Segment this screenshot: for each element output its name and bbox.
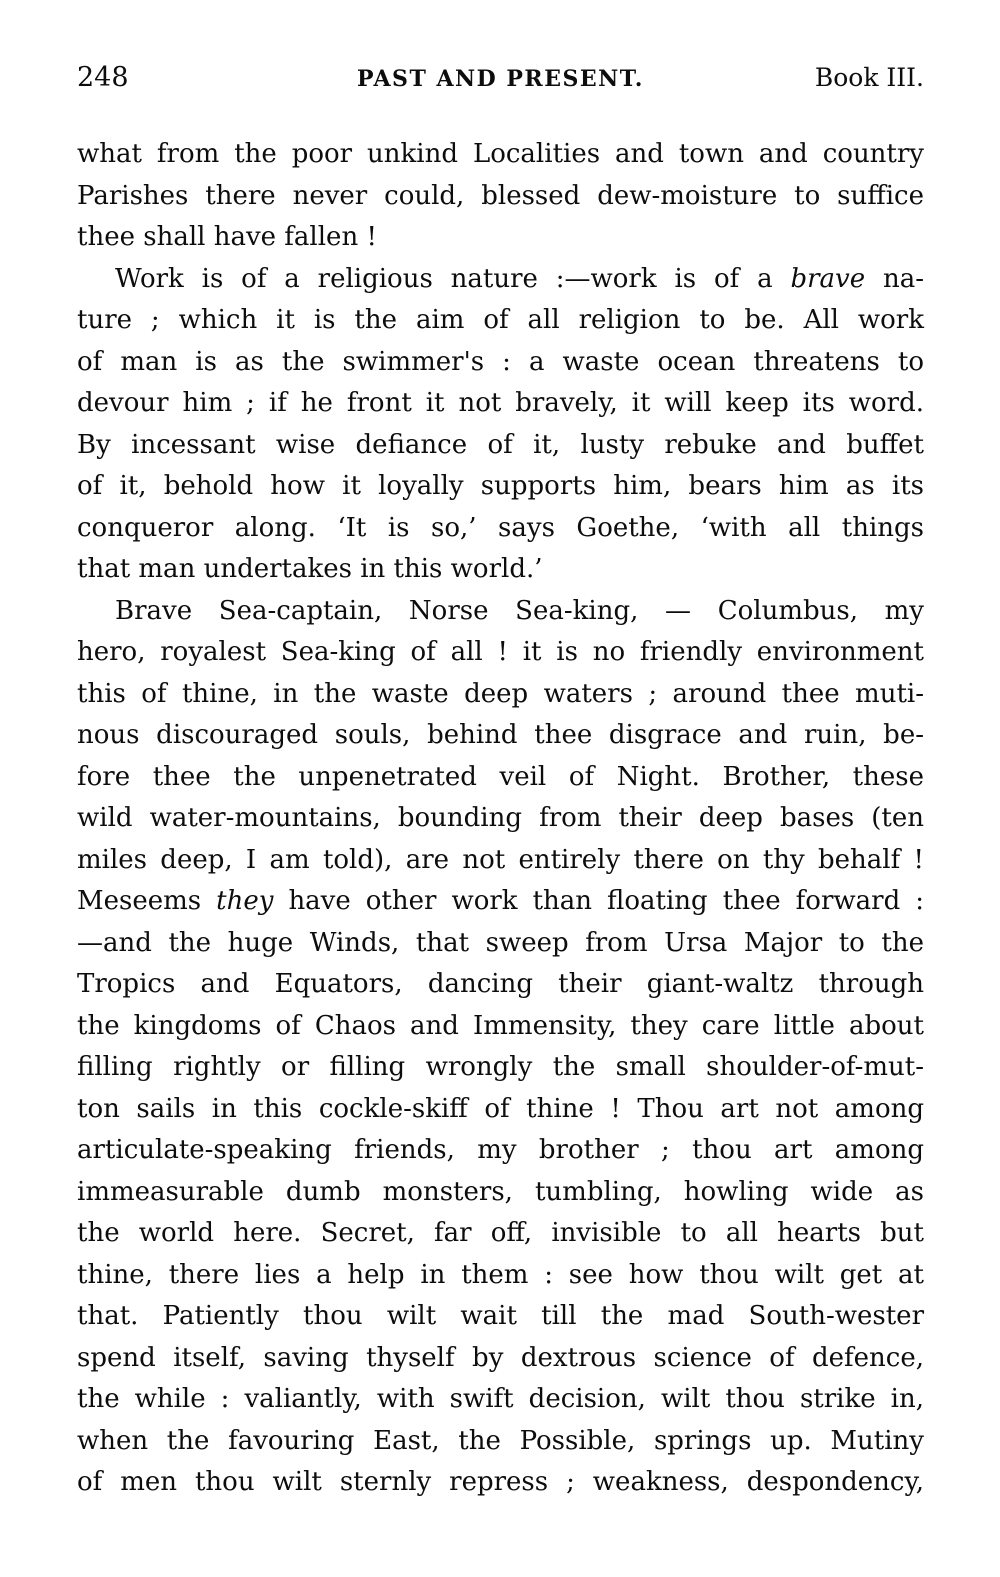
text-segment: wild water-mountains, bounding from their deep bases (ten [77, 803, 924, 833]
text-line [77, 923, 924, 965]
text-segment: ton sails in this cockle-skiff of thine ! Thou art not among [77, 1093, 924, 1124]
text-line [77, 1172, 924, 1214]
text-line [77, 881, 924, 923]
text-line [77, 1296, 924, 1338]
text-segment: that man undertakes in this world.’ [77, 554, 543, 584]
text-line [77, 757, 924, 799]
text-line [77, 1421, 924, 1463]
text-segment: of men thou wilt sternly repress ; weakness, despondency, [77, 1467, 924, 1497]
text-segment: that. Patiently thou wilt wait till the mad South-wester [77, 1301, 924, 1331]
italic-text-segment: they [216, 886, 274, 916]
text-line [77, 1338, 924, 1380]
text-segment: conqueror along. ‘It is so,’ says Goethe, ‘with all things [77, 512, 924, 543]
text-segment: miles deep, I am told), are not entirely there on thy behalf ! [77, 844, 924, 875]
text-line [77, 300, 924, 342]
text-segment: na- [865, 263, 924, 294]
text-line [77, 1006, 924, 1048]
text-line [77, 1047, 924, 1089]
text-segment: devour him ; if he front it not bravely, it will keep its word. [77, 388, 924, 418]
text-line [77, 1130, 924, 1172]
text-segment: thee shall have fallen ! [77, 222, 377, 252]
text-line [77, 383, 924, 425]
text-segment: Brave Sea-captain, Norse Sea-king, — Columbus, my [115, 595, 924, 626]
text-line [77, 715, 924, 757]
text-line [77, 466, 924, 508]
text-segment: of man is as the swimmer's : a waste ocean threatens to [77, 346, 924, 377]
text-segment: fore thee the unpenetrated veil of Night. Brother, these [77, 761, 924, 792]
text-segment: Parishes there never could, blessed dew-moisture to suffice [77, 180, 924, 211]
text-line [77, 549, 924, 591]
paragraph [77, 134, 924, 259]
page-number: 248 [77, 62, 129, 93]
text-segment: what from the poor unkind Localities and town and country [77, 139, 924, 169]
text-segment: filling rightly or filling wrongly the small shoulder-of-mut- [77, 1052, 924, 1082]
running-title: PAST AND PRESENT. [357, 66, 644, 92]
text-line [77, 342, 924, 384]
text-segment: when the favouring East, the Possible, springs up. Mutiny [77, 1425, 924, 1456]
text-line [77, 1462, 924, 1504]
text-line [77, 508, 924, 550]
text-line [77, 798, 924, 840]
text-segment: the world here. Secret, far off, invisible to all hearts but [77, 1218, 924, 1248]
text-line [77, 1213, 924, 1255]
text-segment: the kingdoms of Chaos and Immensity, they care little about [77, 1010, 924, 1041]
text-line [77, 425, 924, 467]
text-segment: this of thine, in the waste deep waters ; around thee muti- [77, 678, 924, 709]
paragraph [77, 259, 924, 591]
text-segment: have other work than floating thee forward : [273, 886, 924, 916]
page-header [77, 62, 924, 93]
text-segment: immeasurable dumb monsters, tumbling, howling wide as [77, 1176, 924, 1207]
text-line [77, 964, 924, 1006]
text-line [77, 632, 924, 674]
text-line [77, 840, 924, 882]
italic-text-segment: brave [790, 263, 866, 294]
text-segment: ture ; which it is the aim of all religion to be. All work [77, 305, 924, 335]
page-body [77, 134, 924, 1504]
text-segment: Tropics and Equators, dancing their giant-waltz through [77, 969, 924, 999]
text-line [77, 259, 924, 301]
text-segment: of it, behold how it loyally supports him, bears him as its [77, 471, 924, 501]
text-segment: the while : valiantly, with swift decision, wilt thou strike in, [77, 1384, 924, 1414]
text-line [77, 1255, 924, 1297]
text-line [77, 1089, 924, 1131]
text-segment: hero, royalest Sea-king of all ! it is no friendly environment [77, 637, 924, 667]
text-line [77, 674, 924, 716]
text-segment: thine, there lies a help in them : see how thou wilt get at [77, 1259, 924, 1290]
text-line [77, 217, 924, 259]
paragraph [77, 591, 924, 1504]
text-line [77, 134, 924, 176]
text-segment: —and the huge Winds, that sweep from Ursa Major to the [77, 927, 924, 958]
text-segment: nous discouraged souls, behind thee disgrace and ruin, be- [77, 720, 924, 750]
text-segment: Work is of a religious nature :—work is of a [115, 263, 791, 294]
text-segment: By incessant wise defiance of it, lusty rebuke and buffet [77, 429, 924, 460]
text-line [77, 591, 924, 633]
text-segment: spend itself, saving thyself by dextrous science of defence, [77, 1342, 924, 1373]
book-label: Book III. [814, 63, 924, 92]
text-line [77, 176, 924, 218]
text-line [77, 1379, 924, 1421]
text-segment: Meseems [77, 886, 217, 916]
text-segment: articulate-speaking friends, my brother ; thou art among [77, 1135, 924, 1165]
